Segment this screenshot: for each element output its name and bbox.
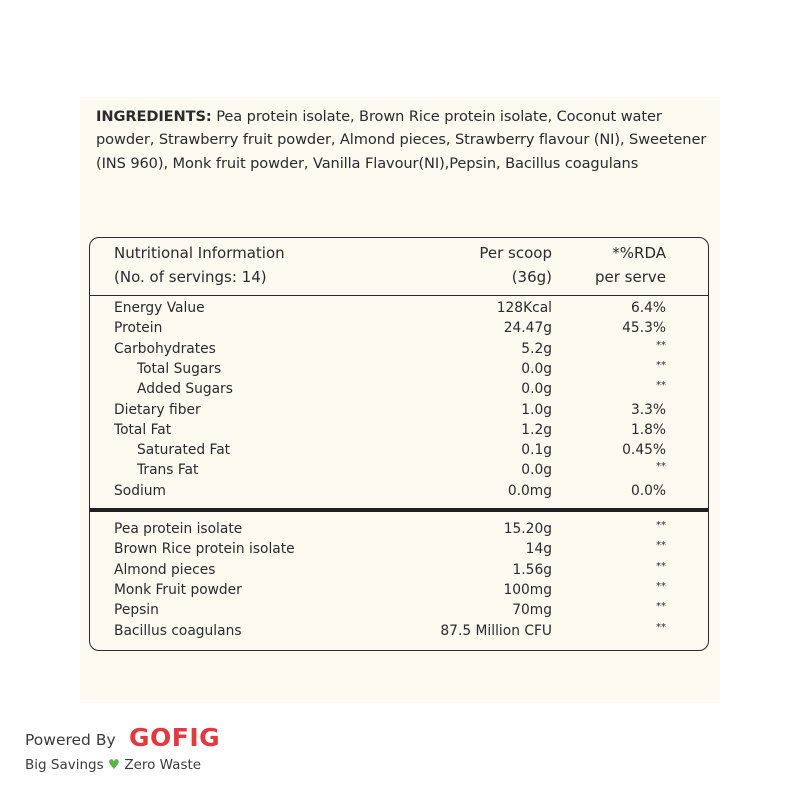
row-amount: 128Kcal <box>496 300 552 316</box>
ingredients-paragraph <box>96 105 711 175</box>
header-nutritional-information: Nutritional Information <box>114 244 285 262</box>
row-rda: 6.4% <box>630 300 666 316</box>
tagline <box>25 757 201 773</box>
nutrition-table <box>89 237 709 651</box>
row-label: Sodium <box>114 482 166 499</box>
table-row <box>90 420 708 440</box>
row-rda: ** <box>656 540 666 552</box>
row-label: Saturated Fat <box>137 442 231 459</box>
table-row <box>90 580 708 600</box>
row-rda: 45.3% <box>622 320 666 337</box>
row-amount: 0.0g <box>521 462 552 479</box>
row-amount: 1.56g <box>512 561 552 578</box>
section-divider <box>90 508 708 512</box>
table-row <box>90 339 708 359</box>
row-amount: 24.47g <box>503 320 552 337</box>
table-row <box>90 298 708 318</box>
table-row <box>90 400 708 420</box>
row-label: Energy Value <box>114 300 205 316</box>
row-rda: ** <box>656 621 666 633</box>
row-rda: ** <box>656 601 666 613</box>
row-amount: 5.2g <box>521 340 552 357</box>
row-rda: ** <box>656 461 666 473</box>
row-label: Pepsin <box>114 602 159 619</box>
row-amount: 0.1g <box>521 442 552 459</box>
row-label: Dietary fiber <box>114 401 201 418</box>
row-label: Protein <box>114 320 163 337</box>
header-per-serve: per serve <box>594 268 666 286</box>
row-label: Total Sugars <box>137 360 222 377</box>
table-row <box>90 481 708 501</box>
ingredients-text: Pea protein isolate, Brown Rice protein isolate, Coconut water powder, Strawberry fruit powder, Almond pieces, Strawberry flavour (NI), Sweetener (INS 960), Monk fruit powder, Vanilla Flavour(NI),Pepsin, Bacillus coagulans <box>96 108 707 172</box>
row-rda: 0.45% <box>622 442 666 459</box>
row-rda: ** <box>656 380 666 392</box>
row-label: Almond pieces <box>114 561 216 578</box>
table-header-row-2 <box>90 265 708 289</box>
row-amount: 14g <box>525 541 552 558</box>
row-label: Carbohydrates <box>114 340 216 357</box>
table-row <box>90 379 708 399</box>
table-row <box>90 600 708 620</box>
header-divider <box>90 295 708 296</box>
table-row <box>90 560 708 580</box>
powered-by-text: Powered By <box>25 731 116 749</box>
row-amount: 0.0g <box>521 381 552 398</box>
row-amount: 15.20g <box>503 521 552 537</box>
gofig-logo: GOFIG <box>129 723 221 752</box>
row-label: Brown Rice protein isolate <box>114 541 295 558</box>
row-amount: 0.0g <box>521 360 552 377</box>
row-label: Pea protein isolate <box>114 521 243 537</box>
row-rda: ** <box>656 520 666 531</box>
row-label: Trans Fat <box>137 462 199 479</box>
table-row <box>90 318 708 338</box>
header-servings: (No. of servings: 14) <box>114 268 267 286</box>
header-scoop-size: (36g) <box>511 268 552 286</box>
tagline-big-savings: Big Savings <box>25 757 104 773</box>
ingredients-heading: INGREDIENTS: <box>96 108 212 125</box>
row-amount: 87.5 Million CFU <box>440 622 552 639</box>
row-amount: 1.2g <box>521 421 552 438</box>
table-header-row-1 <box>90 241 708 265</box>
table-row <box>90 621 708 641</box>
row-rda: ** <box>656 580 666 592</box>
row-label: Bacillus coagulans <box>114 622 242 639</box>
row-label: Total Fat <box>114 421 172 438</box>
row-amount: 100mg <box>503 581 552 598</box>
header-per-scoop: Per scoop <box>479 244 552 262</box>
table-row <box>90 519 708 539</box>
row-label: Added Sugars <box>137 381 233 398</box>
header-rda: *%RDA <box>612 244 666 262</box>
table-row <box>90 460 708 480</box>
row-label: Monk Fruit powder <box>114 581 242 598</box>
table-row <box>90 359 708 379</box>
row-amount: 1.0g <box>521 401 552 418</box>
row-amount: 0.0mg <box>507 482 552 499</box>
table-row <box>90 539 708 559</box>
row-rda: 3.3% <box>630 401 666 418</box>
row-amount: 70mg <box>512 602 552 619</box>
row-rda: 0.0% <box>630 482 666 499</box>
row-rda: 1.8% <box>630 421 666 438</box>
heart-icon: ♥ <box>107 757 121 773</box>
label-panel <box>80 97 720 703</box>
row-rda: ** <box>656 359 666 371</box>
row-rda: ** <box>656 339 666 351</box>
table-row <box>90 440 708 460</box>
row-rda: ** <box>656 560 666 572</box>
tagline-zero-waste: Zero Waste <box>124 757 202 773</box>
